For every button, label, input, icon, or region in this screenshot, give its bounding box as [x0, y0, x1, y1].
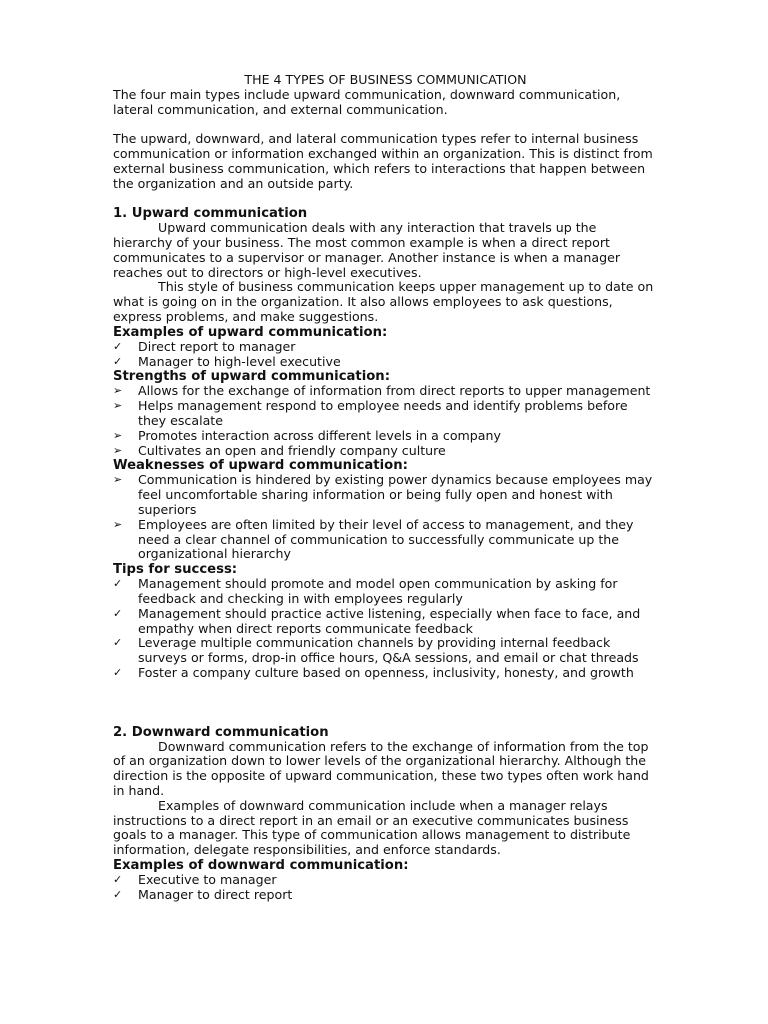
intro-paragraph-1: The four main types include upward communication, downward communication, lateral communication, and external communication. — [113, 86, 621, 117]
section-heading-upward: 1. Upward communication — [113, 206, 308, 222]
list-item: ➢ Helps management respond to employee needs and identify problems before they escalate — [113, 398, 628, 428]
upward-examples-list — [113, 340, 658, 370]
document-title: THE 4 TYPES OF BUSINESS COMMUNICATION — [244, 72, 527, 87]
downward-examples-list — [113, 873, 658, 903]
upward-examples-heading: Examples of upward communication: — [113, 324, 388, 340]
list-item: ➢ Communication is hindered by existing power dynamics because employees may feel uncomfortable sharing information or being fully open and honest with superiors — [113, 472, 653, 517]
checkmark-icon: ✓ — [113, 606, 123, 620]
upward-strengths-list — [113, 384, 658, 458]
upward-tips-list — [113, 577, 658, 681]
section-heading-downward: 2. Downward communication — [113, 724, 329, 740]
upward-weaknesses-list — [113, 473, 658, 562]
upward-tips-heading: Tips for success: — [113, 562, 238, 578]
arrow-bullet-icon: ➢ — [113, 384, 123, 398]
list-item: ➢ Employees are often limited by their level of access to management, and they need a clear channel of communication to successfully communicate up the organizational hierarchy — [113, 516, 634, 562]
list-item: ➢ Promotes interaction across different levels in a company — [113, 427, 501, 443]
arrow-bullet-icon: ➢ — [113, 399, 123, 413]
arrow-bullet-icon: ➢ — [113, 517, 123, 531]
list-item: ✓ Executive to manager — [113, 872, 277, 888]
checkmark-icon: ✓ — [113, 339, 123, 353]
arrow-bullet-icon: ➢ — [113, 443, 123, 457]
list-item: ✓ Management should promote and model open communication by asking for feedback and checking in with employees regularly — [113, 576, 618, 606]
list-item: ✓ Leverage multiple communication channels by providing internal feedback surveys or forms, drop-in office hours, Q&A sessions, and email or chat threads — [113, 635, 639, 666]
arrow-bullet-icon: ➢ — [113, 473, 123, 487]
list-item: ✓ Foster a company culture based on openness, inclusivity, honesty, and growth — [113, 664, 634, 680]
checkmark-icon: ✓ — [113, 873, 123, 887]
upward-paragraph-1: Upward communication deals with any interaction that travels up the hierarchy of your business. The most common example is when a direct report communicates to a supervisor or manager. Another instance is when a manager reaches out to directors or high-level executives. — [113, 220, 620, 280]
upward-paragraph-2: This style of business communication keeps upper management up to date on what is going on in the organization. It also allows employees to ask questions, express problems, and make suggestions. — [113, 279, 654, 324]
arrow-bullet-icon: ➢ — [113, 428, 123, 442]
list-item: ✓ Manager to high-level executive — [113, 353, 341, 369]
list-item: ✓ Manager to direct report — [113, 886, 293, 902]
upward-weaknesses-heading: Weaknesses of upward communication: — [113, 458, 408, 474]
list-item: ✓ Management should practice active listening, especially when face to face, and empathy when direct reports communicate feedback — [113, 605, 641, 636]
list-item: ➢ Cultivates an open and friendly company culture — [113, 442, 446, 458]
checkmark-icon: ✓ — [113, 354, 123, 368]
checkmark-icon: ✓ — [113, 577, 123, 591]
upward-strengths-heading: Strengths of upward communication: — [113, 369, 390, 385]
downward-paragraph-2: Examples of downward communication include when a manager relays instructions to a direct report in an email or an executive communicates business goals to a manager. This type of communication allows management to distribute information, delegate responsibilities, and enforce standards. — [113, 797, 631, 858]
checkmark-icon: ✓ — [113, 887, 123, 901]
document-page — [113, 73, 658, 903]
intro-paragraph-2: The upward, downward, and lateral communication types refer to internal business communication or information exchanged within an organization. This is distinct from external business communication, which refers to interactions that happen between the organization and an outside party. — [113, 131, 653, 191]
checkmark-icon: ✓ — [113, 636, 123, 650]
downward-examples-heading: Examples of downward communication: — [113, 858, 409, 874]
checkmark-icon: ✓ — [113, 665, 123, 679]
list-item: ➢ Allows for the exchange of information from direct reports to upper management — [113, 383, 651, 399]
downward-paragraph-1: Downward communication refers to the exchange of information from the top of an organization down to lower levels of the organizational hierarchy. Although the direction is the opposite of upward communication, these two types often work hand in hand. — [113, 738, 649, 799]
list-item: ✓ Direct report to manager — [113, 338, 296, 354]
